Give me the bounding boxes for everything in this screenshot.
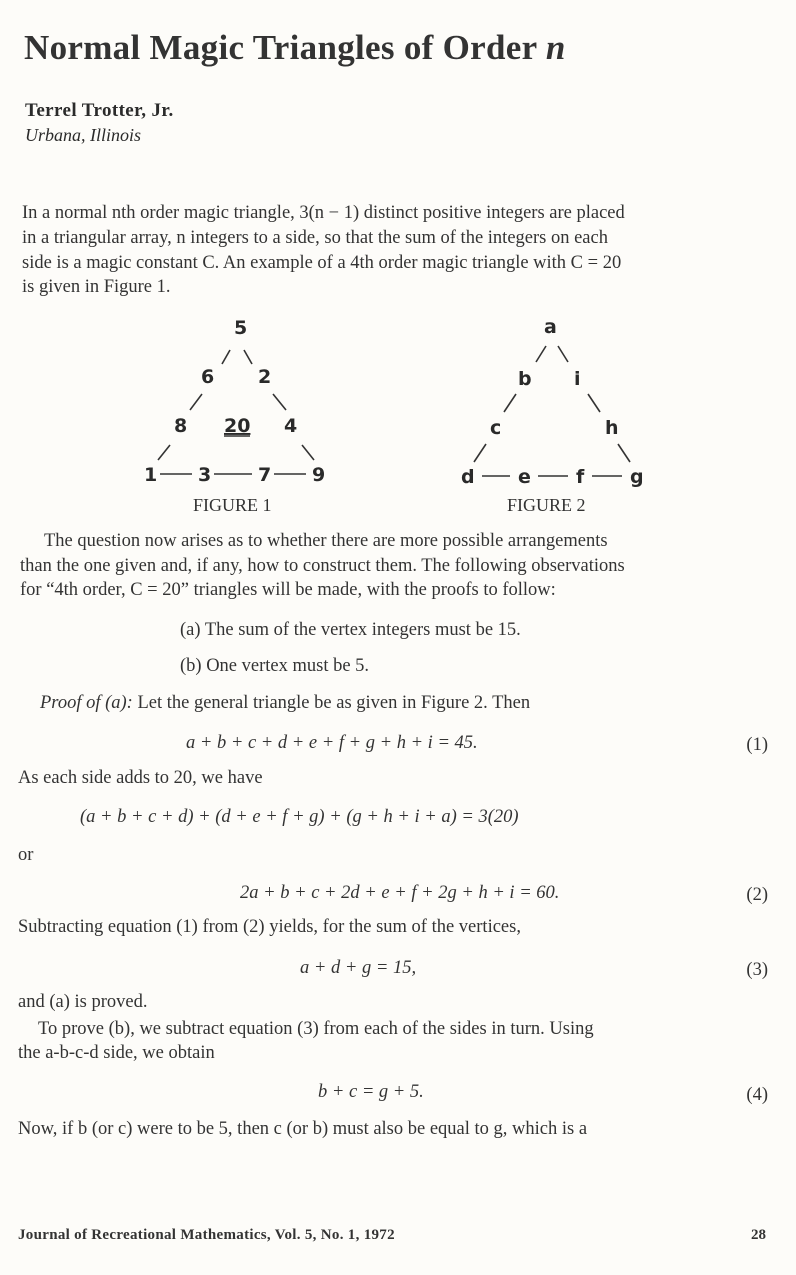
fig1-bottom-1: 1 bbox=[144, 464, 158, 486]
equation-4-number: (4) bbox=[746, 1085, 768, 1105]
fig1-bottom-2: 3 bbox=[198, 464, 212, 486]
observation-b: (b) One vertex must be 5. bbox=[180, 656, 370, 676]
fig1-edge bbox=[244, 350, 252, 364]
intro-line-3: side is a magic constant C. An example of a 4th order magic triangle with C = 20 bbox=[22, 253, 622, 273]
author-affiliation: Urbana, Illinois bbox=[25, 125, 142, 145]
equation-3-number: (3) bbox=[746, 960, 768, 980]
title-variable: n bbox=[545, 28, 566, 67]
fig1-bottom-4: 9 bbox=[312, 464, 326, 486]
fig1-edge bbox=[273, 394, 286, 410]
equation-sides: (a + b + c + d) + (d + e + f + g) + (g + h + i + a) = 3(20) bbox=[80, 807, 519, 827]
fig1-edge bbox=[158, 445, 170, 460]
equation-1: a + b + c + d + e + f + g + h + i = 45. bbox=[186, 733, 478, 753]
prove-b-line-1: To prove (b), we subtract equation (3) from each of the sides in turn. Using bbox=[38, 1019, 594, 1039]
fig1-right-upper: 2 bbox=[258, 366, 272, 388]
equation-3: a + d + g = 15, bbox=[300, 958, 417, 978]
fig2-edge bbox=[618, 444, 630, 462]
fig2-b: b bbox=[518, 368, 532, 390]
fig2-edge bbox=[588, 394, 600, 412]
question-line-3: for “4th order, C = 20” triangles will be made, with the proofs to follow: bbox=[20, 580, 556, 600]
page-number: 28 bbox=[751, 1227, 766, 1243]
proved-text: and (a) is proved. bbox=[18, 992, 148, 1012]
fig2-d: d bbox=[461, 466, 475, 488]
fig2-f: f bbox=[576, 466, 585, 488]
fig2-edge bbox=[474, 444, 486, 462]
article-title bbox=[24, 28, 566, 68]
fig2-e: e bbox=[518, 466, 531, 488]
prove-b-line-2: the a-b-c-d side, we obtain bbox=[18, 1043, 215, 1063]
fig1-center: 20 bbox=[224, 415, 251, 437]
fig1-edge bbox=[190, 394, 202, 410]
author-name: Terrel Trotter, Jr. bbox=[25, 100, 174, 121]
fig2-caption: FIGURE 2 bbox=[507, 495, 586, 515]
journal-citation: Journal of Recreational Mathematics, Vol. 5, No. 1, 1972 bbox=[18, 1227, 395, 1243]
proof-a-label: Proof of (a): bbox=[40, 693, 133, 713]
proof-a-intro bbox=[40, 693, 530, 714]
last-line: Now, if b (or c) were to be 5, then c (or b) must also be equal to g, which is a bbox=[18, 1119, 588, 1139]
fig2-a: a bbox=[544, 316, 557, 338]
equation-1-number: (1) bbox=[746, 735, 768, 755]
fig2-edge bbox=[558, 346, 568, 362]
observation-a: (a) The sum of the vertex integers must be 15. bbox=[180, 620, 521, 640]
fig1-top: 5 bbox=[234, 317, 248, 339]
intro-line-4: is given in Figure 1. bbox=[22, 277, 171, 297]
fig2-c: c bbox=[490, 417, 502, 439]
subtract-text: Subtracting equation (1) from (2) yields, for the sum of the vertices, bbox=[18, 917, 521, 937]
fig2-g: g bbox=[630, 466, 644, 488]
title-text: Normal Magic Triangles of Order bbox=[24, 28, 537, 67]
equation-2-number: (2) bbox=[746, 885, 768, 905]
fig1-left-upper: 6 bbox=[201, 366, 215, 388]
question-line-2: than the one given and, if any, how to construct them. The following observations bbox=[20, 556, 625, 576]
fig1-right-lower: 4 bbox=[284, 415, 298, 437]
fig1-left-lower: 8 bbox=[174, 415, 188, 437]
fig1-caption: FIGURE 1 bbox=[193, 495, 272, 515]
figure-2 bbox=[450, 310, 670, 520]
intro-line-1: In a normal nth order magic triangle, 3(n − 1) distinct positive integers are placed bbox=[22, 203, 625, 223]
figure-1 bbox=[130, 310, 350, 520]
fig2-edge bbox=[536, 346, 546, 362]
proof-a-text: Let the general triangle be as given in Figure 2. Then bbox=[132, 693, 531, 713]
fig1-edge bbox=[302, 445, 314, 460]
fig2-edge bbox=[504, 394, 516, 412]
or-text: or bbox=[18, 845, 34, 865]
fig2-i: i bbox=[574, 368, 581, 390]
equation-2: 2a + b + c + 2d + e + f + 2g + h + i = 60. bbox=[240, 883, 560, 903]
fig1-edge bbox=[222, 350, 230, 364]
fig1-bottom-3: 7 bbox=[258, 464, 272, 486]
fig2-h: h bbox=[605, 417, 619, 439]
equation-4: b + c = g + 5. bbox=[318, 1082, 424, 1102]
question-line-1: The question now arises as to whether there are more possible arrangements bbox=[44, 531, 608, 551]
sides-text: As each side adds to 20, we have bbox=[18, 768, 263, 788]
intro-line-2: in a triangular array, n integers to a side, so that the sum of the integers on each bbox=[22, 228, 608, 248]
